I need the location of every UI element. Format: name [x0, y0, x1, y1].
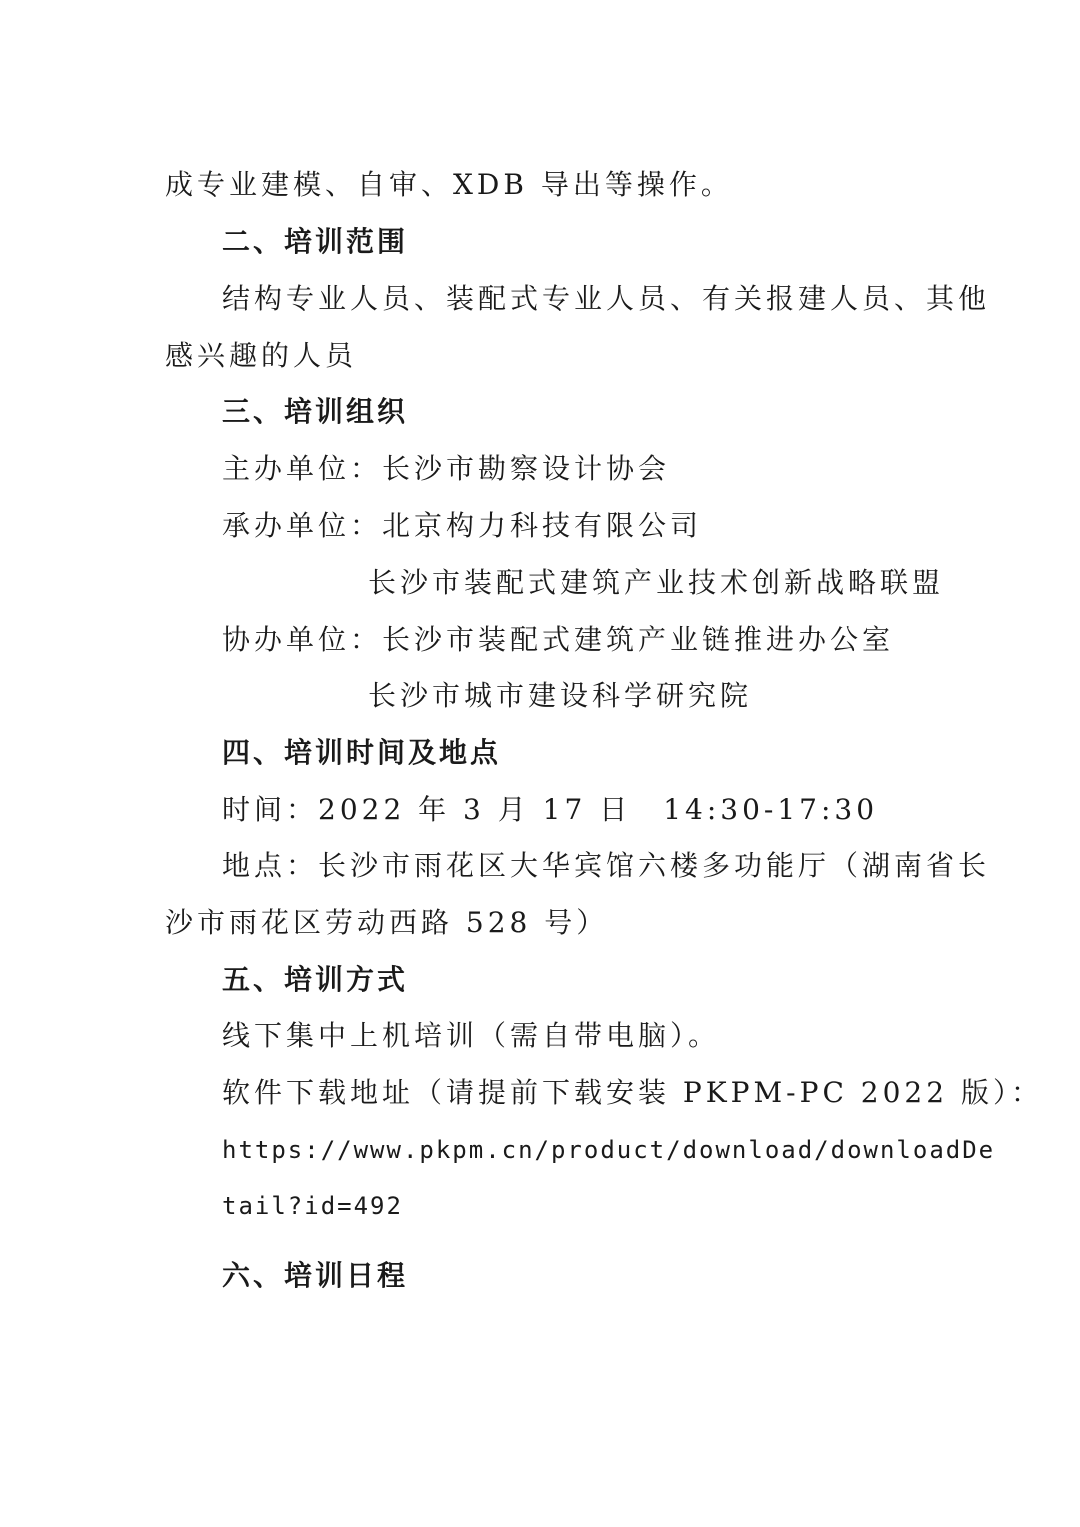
- section-heading-organization: 三、培训组织: [222, 395, 409, 428]
- section-heading-scope: 二、培训范围: [222, 225, 409, 258]
- place-line: 地点：长沙市雨花区大华宾馆六楼多功能厅（湖南省长: [222, 849, 991, 882]
- section-heading-time-place: 四、培训时间及地点: [222, 736, 502, 769]
- section-heading-method: 五、培训方式: [222, 963, 409, 996]
- download-url-line[interactable]: https://www.pkpm.cn/product/download/downloadDe: [222, 1136, 996, 1164]
- co-organizer-line: 协办单位：长沙市装配式建筑产业链推进办公室: [222, 623, 895, 656]
- organizer-line: 主办单位：长沙市勘察设计协会: [222, 452, 671, 485]
- section-heading-schedule: 六、培训日程: [222, 1259, 409, 1292]
- host-line-continued: 长沙市装配式建筑产业技术创新战略联盟: [368, 566, 945, 599]
- paragraph-line: 软件下载地址（请提前下载安装 PKPM-PC 2022 版）：: [222, 1076, 1043, 1109]
- paragraph-line: 感兴趣的人员: [165, 339, 358, 372]
- download-url-line-continued[interactable]: tail?id=492: [222, 1192, 403, 1220]
- co-organizer-line-continued: 长沙市城市建设科学研究院: [368, 679, 753, 712]
- host-line: 承办单位：北京构力科技有限公司: [222, 509, 703, 542]
- place-line-continued: 沙市雨花区劳动西路 528 号）: [165, 906, 609, 939]
- paragraph-line: 线下集中上机培训（需自带电脑）。: [222, 1019, 721, 1052]
- time-line: 时间：2022 年 3 月 17 日 14:30-17:30: [222, 793, 879, 826]
- paragraph-line: 成专业建模、自审、XDB 导出等操作。: [165, 168, 733, 201]
- paragraph-line: 结构专业人员、装配式专业人员、有关报建人员、其他: [222, 282, 991, 315]
